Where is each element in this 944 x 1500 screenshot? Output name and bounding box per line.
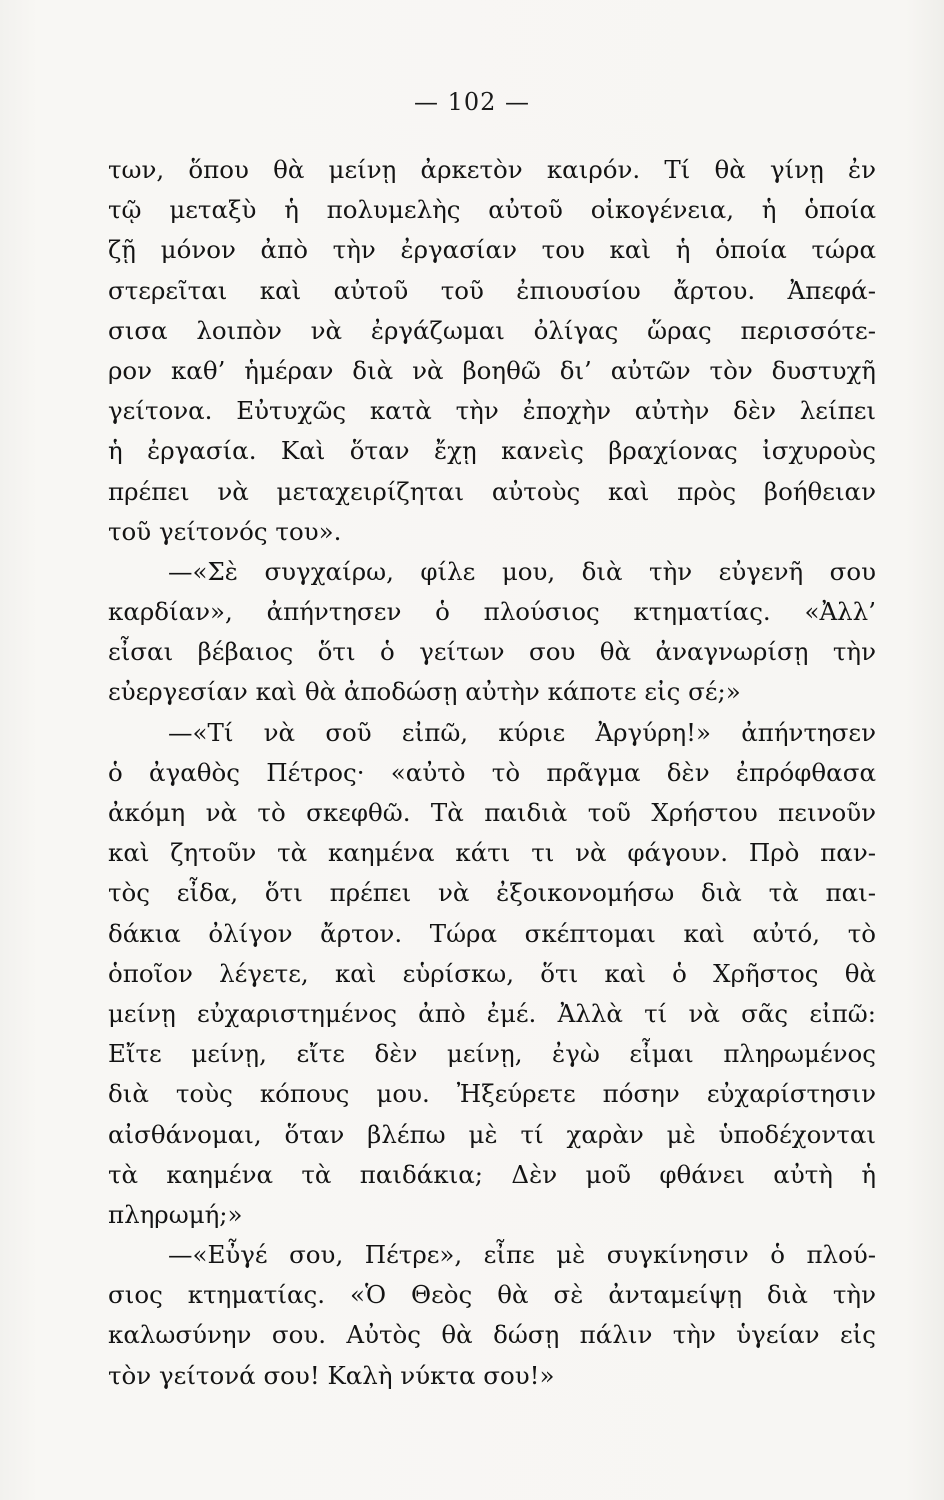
text-line: εὐεργεσίαν καὶ θὰ ἀποδώσῃ αὐτὴν κάποτε εἰς σέ;» — [108, 677, 741, 707]
text-line: μείνῃ εὐχαριστημένος ἀπὸ ἐμέ. Ἀλλὰ τί νὰ σᾶς εἰπῶ: — [108, 998, 876, 1028]
text-line: καρδίαν», ἀπήντησεν ὁ πλούσιος κτηματίας. «Ἀλλ’ — [108, 597, 876, 627]
text-line: ἀκόμη νὰ τὸ σκεφθῶ. Τὰ παιδιὰ τοῦ Χρήστου πεινοῦν — [108, 798, 876, 827]
page-number: — 102 — — [413, 88, 531, 116]
text-line: πρέπει νὰ μεταχειρίζηται αὐτοὺς καὶ πρὸς βοήθειαν — [108, 476, 876, 506]
text-line: στερεῖται καὶ αὐτοῦ τοῦ ἐπιουσίου ἄρτου. Ἀπεφά- — [108, 275, 876, 305]
text-line: σιος κτηματίας. «Ὁ Θεὸς θὰ σὲ ἀνταμείψῃ διὰ τὴν — [108, 1280, 876, 1310]
text-line: των, ὅπου θὰ μείνῃ ἀρκετὸν καιρόν. Τί θὰ γίνῃ ἐν — [108, 155, 876, 184]
text-line: —«Τί νὰ σοῦ εἰπῶ, κύριε Ἀργύρη!» ἀπήντησεν — [168, 717, 876, 747]
text-line: —«Σὲ συγχαίρω, φίλε μου, διὰ τὴν εὐγενῆ σου — [168, 556, 876, 586]
text-line: τὰ καημένα τὰ παιδάκια; Δὲν μοῦ φθάνει αὐτὴ ἡ — [108, 1159, 876, 1189]
body-text — [108, 150, 876, 1396]
text-line: γείτονα. Εὐτυχῶς κατὰ τὴν ἐποχὴν αὐτὴν δὲν λείπει — [108, 396, 876, 426]
text-line: ὁ ἀγαθὸς Πέτρος· «αὐτὸ τὸ πρᾶγμα δὲν ἐπρόφθασα — [108, 757, 876, 787]
text-line: διὰ τοὺς κόπους μου. Ἠξεύρετε πόσην εὐχαρίστησιν — [108, 1079, 876, 1109]
text-line: τὸς εἶδα, ὅτι πρέπει νὰ ἐξοικονομήσω διὰ τὰ παι- — [108, 878, 876, 908]
text-line: καὶ ζητοῦν τὰ καημένα κάτι τι νὰ φάγουν. Πρὸ παν- — [108, 838, 876, 868]
text-line: ρον καθ’ ἡμέραν διὰ νὰ βοηθῶ δι’ αὐτῶν τὸν δυστυχῆ — [108, 355, 876, 385]
text-line: Εἴτε μείνῃ, εἴτε δὲν μείνῃ, ἐγὼ εἶμαι πληρωμένος — [108, 1039, 876, 1069]
text-line: τῷ μεταξὺ ἡ πολυμελὴς αὐτοῦ οἰκογένεια, ἡ ὁποία — [108, 195, 876, 225]
text-line: ἡ ἐργασία. Καὶ ὅταν ἔχῃ κανεὶς βραχίονας ἰσχυροὺς — [108, 436, 876, 466]
text-line: ὁποῖον λέγετε, καὶ εὑρίσκω, ὅτι καὶ ὁ Χρῆστος θὰ — [108, 958, 876, 988]
text-line: δάκια ὀλίγον ἄρτον. Τώρα σκέπτομαι καὶ αὐτό, τὸ — [108, 918, 876, 948]
text-line: καλωσύνην σου. Αὐτὸς θὰ δώσῃ πάλιν τὴν ὑγείαν εἰς — [108, 1320, 876, 1350]
text-line: τὸν γείτονά σου! Καλὴ νύκτα σου!» — [108, 1360, 555, 1390]
text-line: αἰσθάνομαι, ὅταν βλέπω μὲ τί χαρὰν μὲ ὑποδέχονται — [108, 1119, 876, 1149]
text-line: εἶσαι βέβαιος ὅτι ὁ γείτων σου θὰ ἀναγνωρίσῃ τὴν — [108, 637, 876, 667]
text-line: σισα λοιπὸν νὰ ἐργάζωμαι ὀλίγας ὥρας περισσότε- — [108, 315, 876, 345]
text-line: πληρωμή;» — [108, 1199, 243, 1229]
text-line: —«Εὖγέ σου, Πέτρε», εἶπε μὲ συγκίνησιν ὁ πλού- — [168, 1240, 876, 1270]
text-line: τοῦ γείτονός του». — [108, 516, 342, 546]
text-line: ζῇ μόνον ἀπὸ τὴν ἐργασίαν του καὶ ἡ ὁποία τώρα — [108, 235, 876, 265]
